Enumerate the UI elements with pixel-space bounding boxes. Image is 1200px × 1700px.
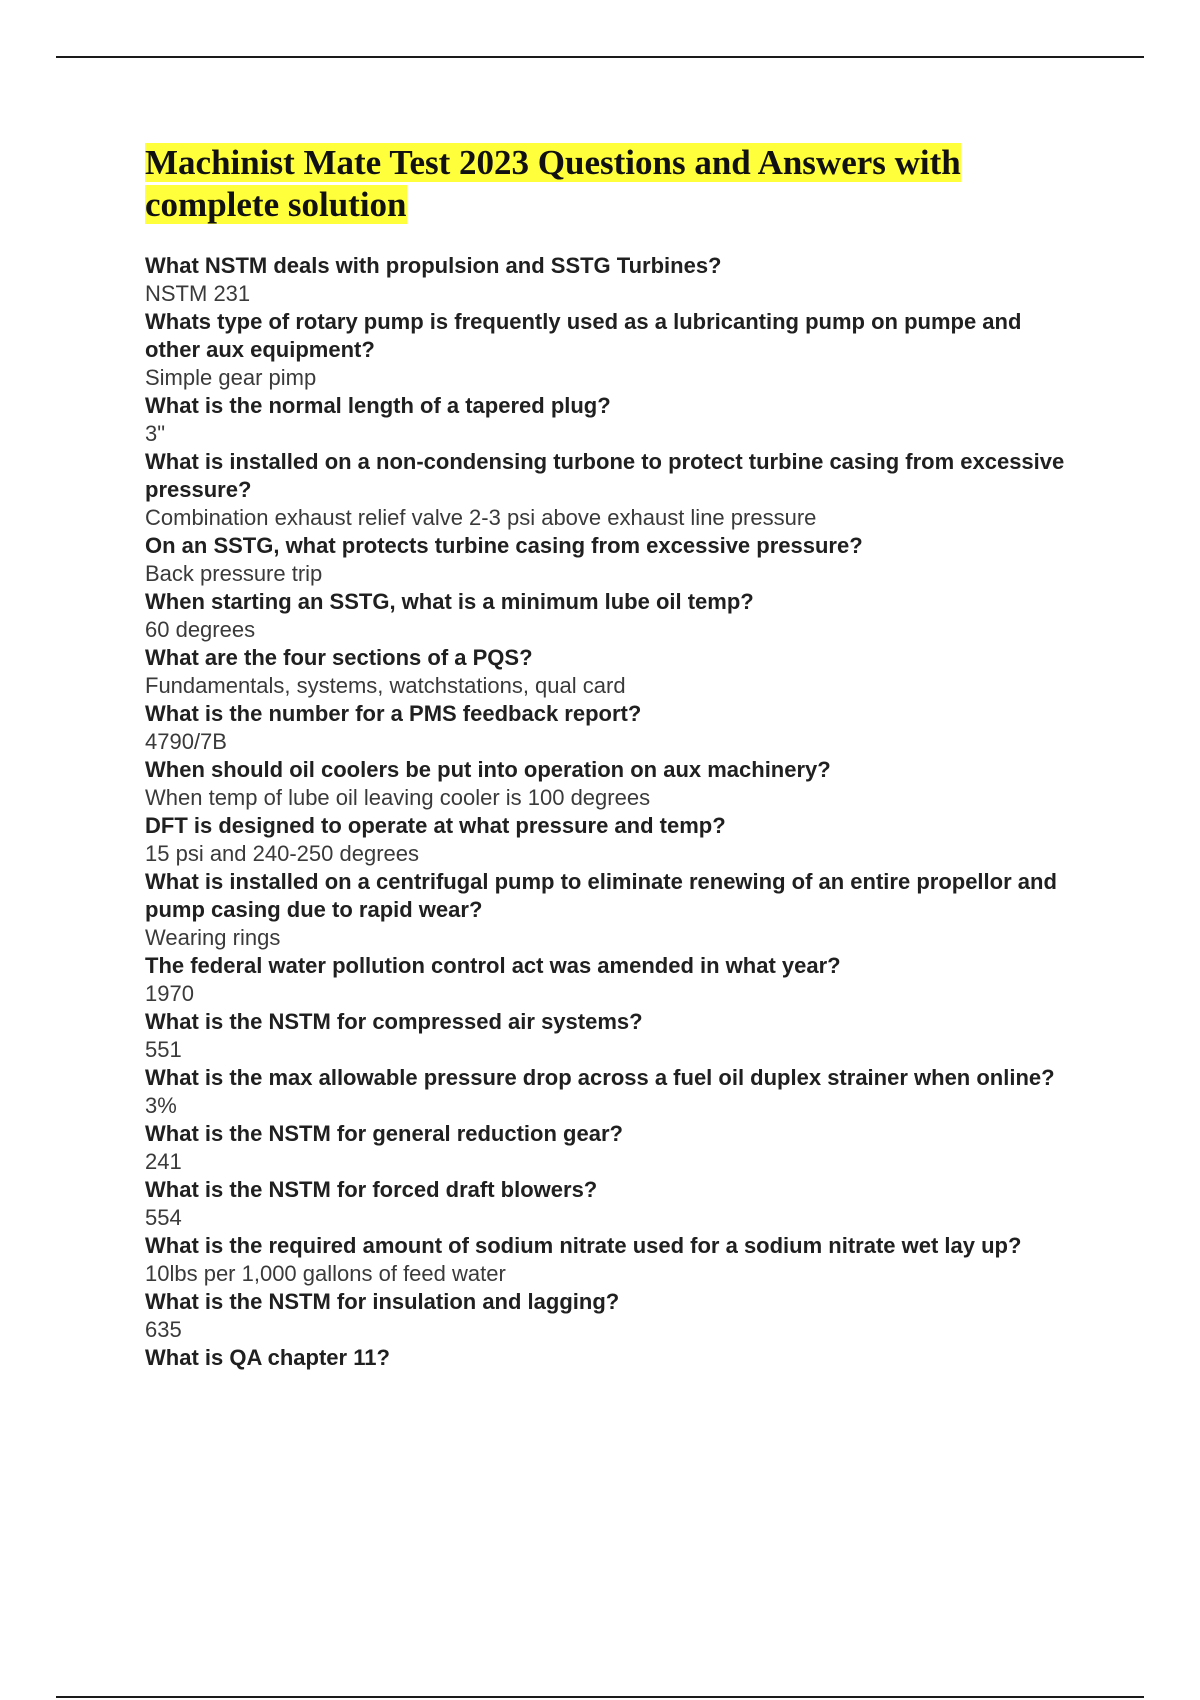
question-text: What is the NSTM for insulation and lagging? bbox=[145, 1289, 620, 1314]
question-text: What is the NSTM for general reduction gear? bbox=[145, 1121, 623, 1146]
question-text: When starting an SSTG, what is a minimum lube oil temp? bbox=[145, 589, 754, 614]
qa-item bbox=[145, 952, 1075, 1008]
question-text: What is the number for a PMS feedback report? bbox=[145, 701, 642, 726]
question-text: What are the four sections of a PQS? bbox=[145, 645, 533, 670]
question-text: What is the max allowable pressure drop across a fuel oil duplex strainer when online? bbox=[145, 1065, 1055, 1090]
answer-text: 3% bbox=[145, 1093, 177, 1118]
qa-item bbox=[145, 700, 1075, 756]
answer-text: 60 degrees bbox=[145, 617, 256, 642]
answer-text: Fundamentals, systems, watchstations, qual card bbox=[145, 673, 626, 698]
qa-item bbox=[145, 1176, 1075, 1232]
answer-text: 241 bbox=[145, 1149, 182, 1174]
qa-item bbox=[145, 812, 1075, 868]
answer-text: NSTM 231 bbox=[145, 281, 251, 306]
qa-item bbox=[145, 1064, 1075, 1120]
qa-item bbox=[145, 1120, 1075, 1176]
answer-text: Combination exhaust relief valve 2-3 psi above exhaust line pressure bbox=[145, 505, 817, 530]
question-text: What is installed on a centrifugal pump to eliminate renewing of an entire propellor and pump casing due to rapid wear? bbox=[145, 869, 1057, 922]
bottom-divider bbox=[56, 1696, 1144, 1698]
qa-item bbox=[145, 756, 1075, 812]
top-divider bbox=[56, 56, 1144, 58]
question-text: What is the required amount of sodium nitrate used for a sodium nitrate wet lay up? bbox=[145, 1233, 1022, 1258]
answer-text: When temp of lube oil leaving cooler is 100 degrees bbox=[145, 785, 651, 810]
question-text: What NSTM deals with propulsion and SSTG Turbines? bbox=[145, 253, 722, 278]
qa-item bbox=[145, 868, 1075, 952]
qa-item bbox=[145, 1008, 1075, 1064]
answer-text: 15 psi and 240-250 degrees bbox=[145, 841, 419, 866]
qa-item bbox=[145, 588, 1075, 644]
qa-item bbox=[145, 644, 1075, 700]
qa-item bbox=[145, 252, 1075, 308]
question-text: When should oil coolers be put into operation on aux machinery? bbox=[145, 757, 831, 782]
qa-list bbox=[145, 252, 1075, 1372]
question-text: What is the NSTM for forced draft blowers? bbox=[145, 1177, 598, 1202]
document-body bbox=[145, 142, 1075, 1372]
qa-item bbox=[145, 392, 1075, 448]
answer-text: 551 bbox=[145, 1037, 182, 1062]
answer-text: 554 bbox=[145, 1205, 182, 1230]
question-text: What is QA chapter 11? bbox=[145, 1345, 390, 1370]
question-text: What is installed on a non-condensing turbone to protect turbine casing from excessive pressure? bbox=[145, 449, 1065, 502]
question-text: On an SSTG, what protects turbine casing from excessive pressure? bbox=[145, 533, 863, 558]
qa-item bbox=[145, 1344, 1075, 1372]
qa-item bbox=[145, 1288, 1075, 1344]
answer-text: 635 bbox=[145, 1317, 182, 1342]
question-text: DFT is designed to operate at what pressure and temp? bbox=[145, 813, 726, 838]
answer-text: 10lbs per 1,000 gallons of feed water bbox=[145, 1261, 506, 1286]
question-text: What is the normal length of a tapered plug? bbox=[145, 393, 611, 418]
answer-text: 1970 bbox=[145, 981, 194, 1006]
answer-text: Simple gear pimp bbox=[145, 365, 317, 390]
question-text: What is the NSTM for compressed air systems? bbox=[145, 1009, 643, 1034]
answer-text: Back pressure trip bbox=[145, 561, 323, 586]
qa-item bbox=[145, 448, 1075, 532]
answer-text: Wearing rings bbox=[145, 925, 281, 950]
answer-text: 4790/7B bbox=[145, 729, 227, 754]
document-title: Machinist Mate Test 2023 Questions and Answers with complete solution bbox=[145, 143, 961, 224]
qa-item bbox=[145, 532, 1075, 588]
qa-item bbox=[145, 1232, 1075, 1288]
question-text: Whats type of rotary pump is frequently used as a lubricanting pump on pumpe and other aux equipment? bbox=[145, 309, 1022, 362]
question-text: The federal water pollution control act was amended in what year? bbox=[145, 953, 841, 978]
qa-item bbox=[145, 308, 1075, 392]
answer-text: 3" bbox=[145, 421, 166, 446]
